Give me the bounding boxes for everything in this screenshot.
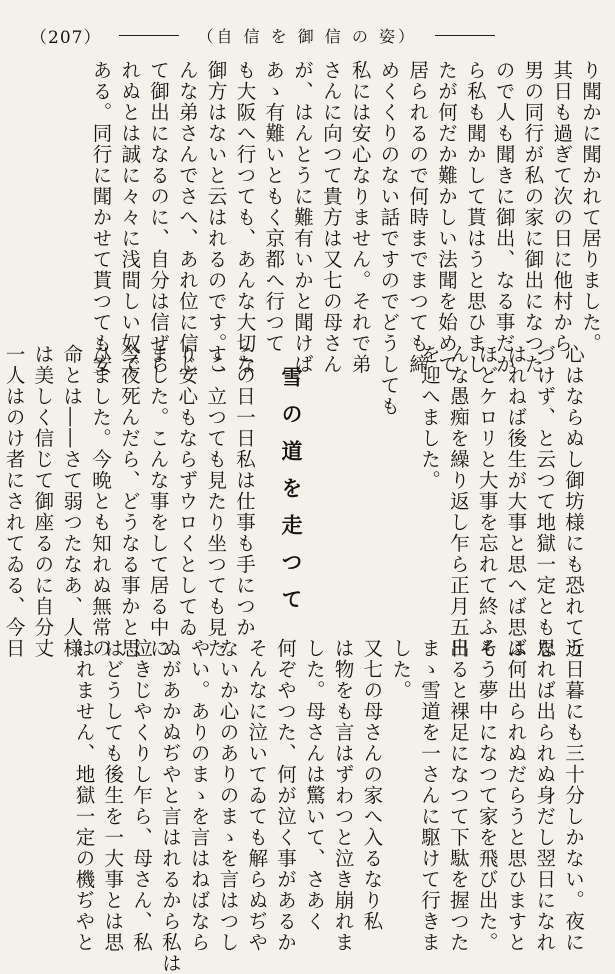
header-rule-left [119,35,179,36]
text-line: もう夢中になつて家を飛び出た。 [475,638,499,953]
text-block-top [28,60,604,417]
text-line: 又七の母さんの家へ入るなり私 [360,638,384,932]
text-line: 心はならぬし御坊様にも恐れて近 [562,344,585,659]
text-line: ひました。今晩とも知れぬ無常の [89,344,113,659]
text-line: ので人も聞きに御出、なる事だか [492,60,516,375]
text-line: り安心もならずウロくとしてゐ [175,344,199,638]
text-section-middle [2,344,587,659]
text-line: んな愚痴を繰り返し乍ら正月五日 [446,344,470,659]
text-line: 御方はないと云はれるのです。こ [204,60,228,375]
text-line: あゝ有難いともく京都へ行つて [262,60,286,354]
text-line: ぬがあかぬぢやと言はれるから私は [158,638,182,974]
text-line: ほどケロリと大事を忘れて終ふそ [475,344,499,659]
text-line: 命とは――さて弱つたなあ、人様 [60,344,84,659]
text-line: はれません、地獄一定の機ぢやと [72,638,96,953]
text-section-bottom [28,638,587,974]
text-line: 居られるので何時までまつても締 [406,60,430,375]
text-line: す、立つても見たり坐つても見た [204,344,228,659]
text-line: を迎へました。 [418,344,442,491]
text-line: ました。こんな事をして居る中に [146,344,170,659]
text-line: 一人はのけ者にされてゐる、今日 [2,344,26,659]
text-line: は物をも言はずわつと泣き崩れま [331,638,355,953]
text-line: 私には安心なりません。それで弟 [348,60,372,375]
text-line: 今夜死んだら、どうなる事かと思 [117,344,141,659]
text-line: した。 [389,638,413,701]
text-line: やい。ありのまゝを言はねばなら [187,638,211,953]
text-line: 泣きじやくりし乍ら、母さん、私 [130,638,154,953]
text-line: 男の同行が私の家に御出になつた [521,60,545,375]
text-section-top [28,60,602,417]
text-line: れぬとは誠に々々に浅間しい奴で [118,60,142,375]
text-line: て御出になるのに、自分は信ぜら [147,60,171,375]
running-title: （自 信 を 御 信 の 姿） [197,26,417,46]
text-line: う日暮にも三十分しかない。夜に [562,638,585,953]
text-line: さんに向つて貴方は又七の母さん [319,60,343,375]
text-line: 何ぞやつた、何が泣く事があるか [274,638,298,953]
text-line: 其日も過ぎて次の日に他村から [550,60,574,354]
text-line: なれば出られぬ身だし翌日になれ [533,638,557,953]
text-line: ら私も聞かして貰はうと思ひまし [463,60,487,375]
page-number: （207） [30,27,102,48]
text-block-bottom [11,638,587,974]
text-line: り聞かに聞かれて居りました。 [579,60,602,354]
text-line: まゝ雪道を一さんに駆けて行きま [418,638,442,953]
text-line: ば何出られぬだらうと思ひますと [504,638,528,953]
text-line: んな弟さんでさへ、あれ位に信じ [175,60,199,375]
text-line: ないか心のありのまゝを言はつし [216,638,240,953]
text-line: づけず、と云つて地獄一定とも思 [533,344,557,659]
text-line: この日一日私は仕事も手につか [233,344,256,638]
text-block-middle-left [2,344,258,659]
page-header [30,22,585,48]
text-line: ある。同行に聞かせて貰つても安 [89,60,113,375]
text-line: はれねば後生が大事と思へば思ふ [504,344,528,659]
text-block-middle-right [357,344,587,659]
text-line: が、はんとうに難有いかと聞けば [291,60,315,375]
header-rule-right [435,35,495,36]
chapter-heading: 雪の道を走つて [279,366,304,625]
text-line: は美しく信じて御座るのに自分丈 [31,344,55,659]
text-line: たが何だか難かしい法聞を始めて [435,60,459,375]
text-line: はどうしても後生を一大事とは思 [101,638,125,953]
text-line: めくくりのない話ですのでどうしても [377,60,401,417]
text-line: 出ると裸足になつて下駄を握つた [446,638,470,953]
text-line: も大阪へ行つても、あんな大切な [233,60,257,375]
text-line: そんなに泣いてゐても解らぬぢや [245,638,269,953]
text-line: した。母さんは驚いて、さあく [302,638,326,932]
